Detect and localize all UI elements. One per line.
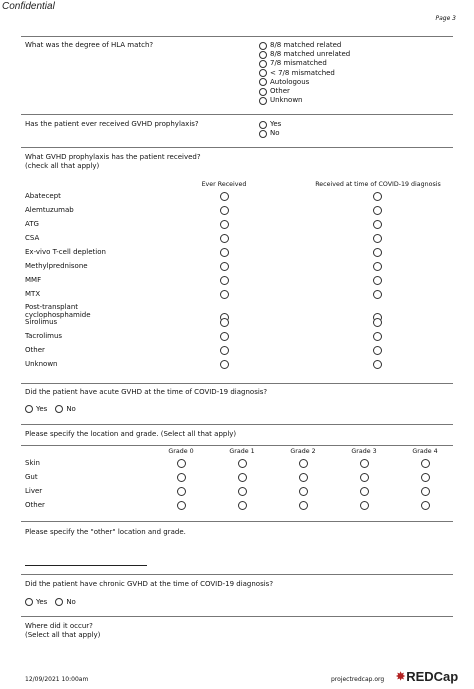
no-label: No xyxy=(66,598,76,606)
chronic-options xyxy=(25,598,84,606)
grade-checkbox[interactable] xyxy=(360,487,369,496)
divider xyxy=(21,36,453,37)
ever-received-checkbox[interactable] xyxy=(220,360,229,369)
radio-button[interactable] xyxy=(259,78,267,86)
grade-checkbox[interactable] xyxy=(421,487,430,496)
divider xyxy=(21,424,453,425)
ever-received-checkbox[interactable] xyxy=(220,318,229,327)
ever-received-checkbox[interactable] xyxy=(220,234,229,243)
yes-option[interactable] xyxy=(259,120,281,129)
at-diagnosis-checkbox[interactable] xyxy=(373,318,382,327)
column-header-at-diagnosis: Received at time of COVID-19 diagnosis xyxy=(315,181,441,188)
hla-option-label: 8/8 matched unrelated xyxy=(270,50,351,59)
ever-received-checkbox[interactable] xyxy=(220,290,229,299)
at-diagnosis-checkbox[interactable] xyxy=(373,290,382,299)
prophylaxis-row-label: Post-transplant cyclophosphamide xyxy=(25,303,91,319)
confidential-label: Confidential xyxy=(2,1,55,12)
hla-option[interactable] xyxy=(259,41,350,50)
logo-text: REDCap xyxy=(406,669,459,684)
grade-checkbox[interactable] xyxy=(421,501,430,510)
acute-grade-question: Please specify the location and grade. (Select all that apply) xyxy=(25,430,237,438)
grade-checkbox[interactable] xyxy=(421,459,430,468)
no-label: No xyxy=(270,129,280,138)
hla-option-label: Other xyxy=(270,86,290,95)
grade-column-header: Grade 1 xyxy=(229,448,255,455)
no-option[interactable] xyxy=(259,129,281,138)
grade-row-label: Other xyxy=(25,501,45,509)
other-location-question: Please specify the "other" location and grade. xyxy=(25,528,186,536)
grade-column-header: Grade 2 xyxy=(290,448,316,455)
at-diagnosis-checkbox[interactable] xyxy=(373,346,382,355)
ever-received-checkbox[interactable] xyxy=(220,220,229,229)
at-diagnosis-checkbox[interactable] xyxy=(373,234,382,243)
at-diagnosis-checkbox[interactable] xyxy=(373,360,382,369)
hla-option-label: 7/8 mismatched xyxy=(270,59,327,68)
hla-option[interactable] xyxy=(259,59,350,68)
hla-option[interactable] xyxy=(259,96,350,105)
hla-option-label: < 7/8 mismatched xyxy=(270,68,335,77)
grade-checkbox[interactable] xyxy=(360,501,369,510)
prophylaxis-row-label: Tacrolimus xyxy=(25,332,63,340)
radio-button[interactable] xyxy=(25,405,33,413)
hla-option[interactable] xyxy=(259,69,350,78)
yes-label: Yes xyxy=(36,598,48,606)
radio-button[interactable] xyxy=(259,88,267,96)
ever-received-checkbox[interactable] xyxy=(220,332,229,341)
radio-button[interactable] xyxy=(25,598,33,606)
radio-button[interactable] xyxy=(259,69,267,77)
at-diagnosis-checkbox[interactable] xyxy=(373,220,382,229)
hla-option[interactable] xyxy=(259,87,350,96)
redcap-mark-icon: ✸ xyxy=(396,671,406,683)
grade-checkbox[interactable] xyxy=(421,473,430,482)
grade-column-header: Grade 3 xyxy=(351,448,377,455)
radio-button[interactable] xyxy=(55,598,63,606)
divider xyxy=(21,574,453,575)
grade-checkbox[interactable] xyxy=(360,459,369,468)
grade-checkbox[interactable] xyxy=(177,459,186,468)
page-number: Page 3 xyxy=(435,15,456,22)
radio-button[interactable] xyxy=(259,60,267,68)
hla-option-label: Unknown xyxy=(270,96,303,105)
ever-received-checkbox[interactable] xyxy=(220,248,229,257)
grade-checkbox[interactable] xyxy=(299,473,308,482)
grade-column-header: Grade 0 xyxy=(168,448,194,455)
divider xyxy=(21,445,453,446)
divider xyxy=(21,147,453,148)
radio-button[interactable] xyxy=(259,42,267,50)
prophylaxis-row-label: Abatecept xyxy=(25,192,61,200)
hla-question: What was the degree of HLA match? xyxy=(25,41,154,49)
ever-received-checkbox[interactable] xyxy=(220,192,229,201)
radio-button[interactable] xyxy=(259,130,267,138)
radio-button[interactable] xyxy=(259,121,267,129)
prophylaxis-list-question: What GVHD prophylaxis has the patient received? xyxy=(25,153,201,161)
ever-received-checkbox[interactable] xyxy=(220,206,229,215)
prophylaxis-row-label: Unknown xyxy=(25,360,58,368)
where-question: Where did it occur? xyxy=(25,622,93,630)
hla-option[interactable] xyxy=(259,78,350,87)
grade-row-label: Skin xyxy=(25,459,40,467)
radio-button[interactable] xyxy=(259,51,267,59)
ever-received-checkbox[interactable] xyxy=(220,276,229,285)
at-diagnosis-checkbox[interactable] xyxy=(373,262,382,271)
grade-checkbox[interactable] xyxy=(299,501,308,510)
acute-question: Did the patient have acute GVHD at the time of COVID-19 diagnosis? xyxy=(25,388,268,396)
yes-label: Yes xyxy=(270,120,282,128)
other-location-input[interactable] xyxy=(25,565,147,566)
at-diagnosis-checkbox[interactable] xyxy=(373,192,382,201)
radio-button[interactable] xyxy=(259,97,267,105)
chronic-question: Did the patient have chronic GVHD at the time of COVID-19 diagnosis? xyxy=(25,580,274,588)
prophylaxis-list-hint: (check all that apply) xyxy=(25,162,100,170)
yes-label: Yes xyxy=(36,405,48,413)
grade-row-label: Gut xyxy=(25,473,38,481)
prophylaxis-row-label: CSA xyxy=(25,234,40,242)
at-diagnosis-checkbox[interactable] xyxy=(373,206,382,215)
grade-checkbox[interactable] xyxy=(238,487,247,496)
grade-checkbox[interactable] xyxy=(177,501,186,510)
ever-received-checkbox[interactable] xyxy=(220,262,229,271)
prophylaxis-row-label: Methylprednisone xyxy=(25,262,88,270)
divider xyxy=(21,383,453,384)
grade-row-label: Liver xyxy=(25,487,43,495)
at-diagnosis-checkbox[interactable] xyxy=(373,248,382,257)
no-label: No xyxy=(66,405,76,413)
footer-date: 12/09/2021 10:00am xyxy=(25,676,89,683)
prophylaxis-row-label: Sirolimus xyxy=(25,318,58,326)
ever-received-checkbox[interactable] xyxy=(220,346,229,355)
prophylaxis-ever-options xyxy=(259,120,281,138)
acute-options xyxy=(25,405,84,413)
grade-checkbox[interactable] xyxy=(299,487,308,496)
at-diagnosis-checkbox[interactable] xyxy=(373,332,382,341)
prophylaxis-row-label: ATG xyxy=(25,220,39,228)
grade-column-header: Grade 4 xyxy=(412,448,438,455)
radio-button[interactable] xyxy=(55,405,63,413)
column-header-ever: Ever Received xyxy=(201,181,247,188)
hla-options xyxy=(259,41,350,105)
hla-option-label: Autologous xyxy=(270,77,310,86)
redcap-logo xyxy=(396,669,458,684)
divider xyxy=(21,521,453,522)
at-diagnosis-checkbox[interactable] xyxy=(373,276,382,285)
divider xyxy=(21,616,453,617)
prophylaxis-row-label: MTX xyxy=(25,290,41,298)
grade-checkbox[interactable] xyxy=(238,459,247,468)
grade-checkbox[interactable] xyxy=(238,473,247,482)
divider xyxy=(21,114,453,115)
prophylaxis-ever-question: Has the patient ever received GVHD prophylaxis? xyxy=(25,120,199,128)
grade-checkbox[interactable] xyxy=(177,487,186,496)
grade-checkbox[interactable] xyxy=(177,473,186,482)
hla-option[interactable] xyxy=(259,50,350,59)
grade-checkbox[interactable] xyxy=(360,473,369,482)
hla-option-label: 8/8 matched related xyxy=(270,41,342,49)
prophylaxis-row-label: Other xyxy=(25,346,45,354)
prophylaxis-row-label: Ex-vivo T-cell depletion xyxy=(25,248,106,256)
grade-checkbox[interactable] xyxy=(238,501,247,510)
prophylaxis-row-label: MMF xyxy=(25,276,42,284)
footer-site: projectredcap.org xyxy=(331,676,385,683)
grade-checkbox[interactable] xyxy=(299,459,308,468)
prophylaxis-row-label: Alemtuzumab xyxy=(25,206,74,214)
where-hint: (Select all that apply) xyxy=(25,631,101,639)
